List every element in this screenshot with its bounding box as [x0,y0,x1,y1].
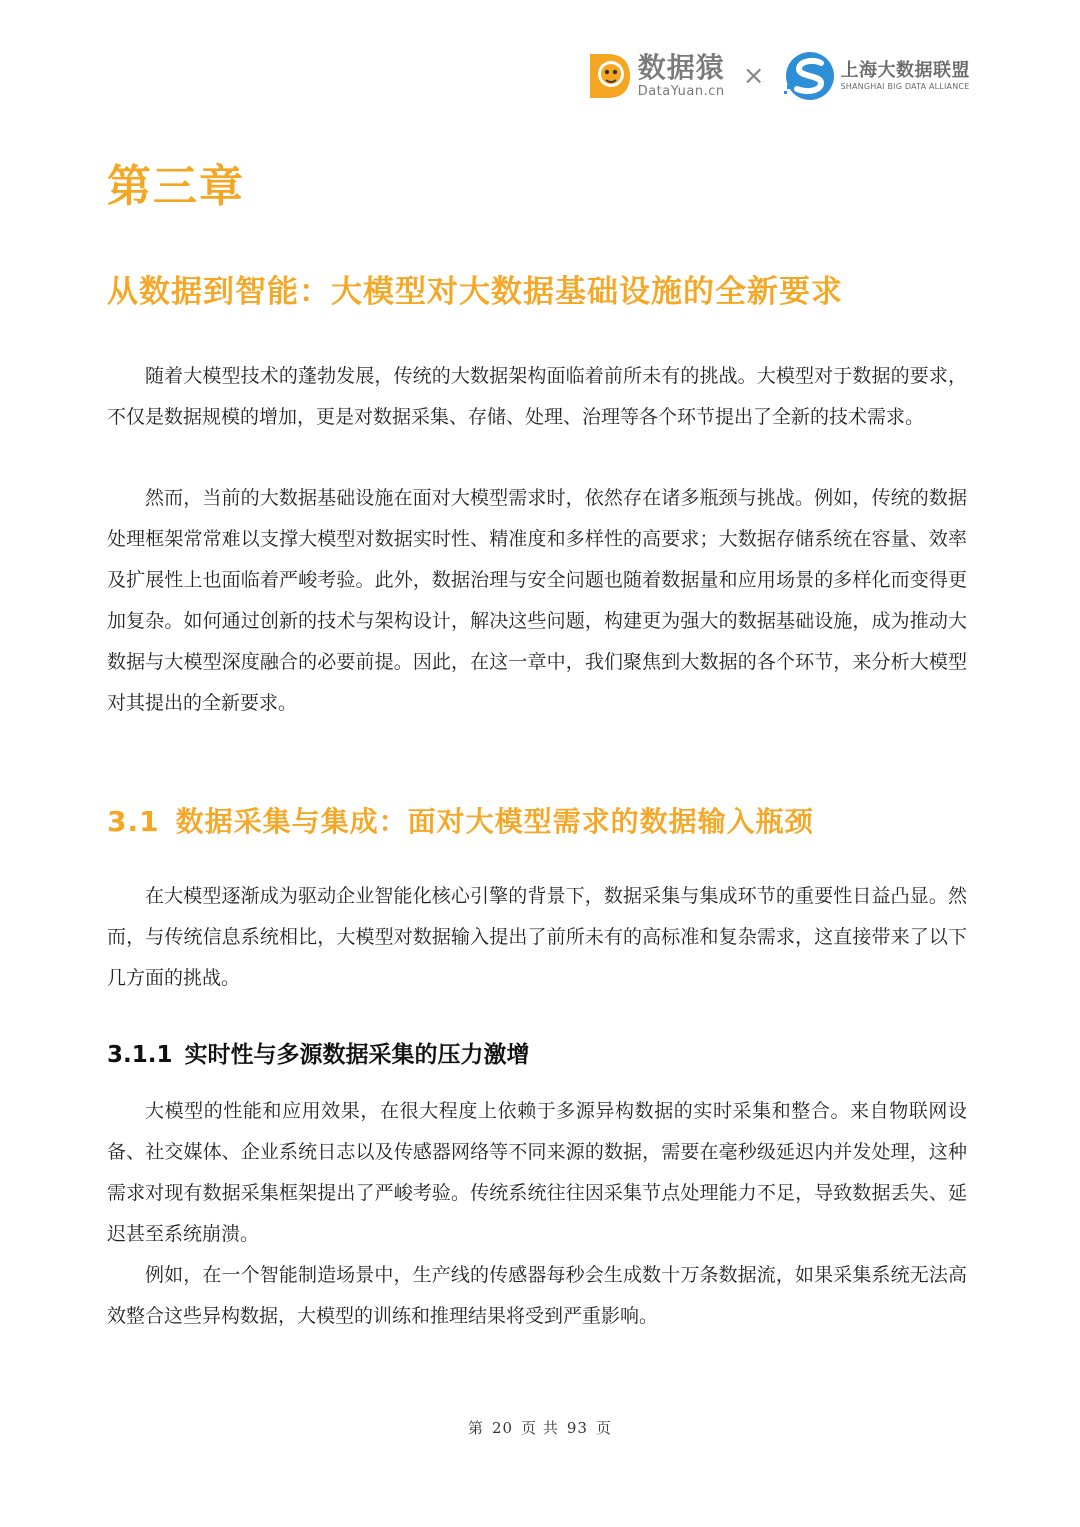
footer-suffix: 页 [595,1419,612,1437]
subsection-paragraph-1: 大模型的性能和应用效果，在很大程度上依赖于多源异构数据的实时采集和整合。来自物联网设备、社交媒体、企业系统日志以及传感器网络等不同来源的数据，需要在毫秒级延迟内并发处理，这种需求对现有数据采集框架提出了严峻考验。传统系统往往因采集节点处理能力不足，导致数据丢失、延迟甚至系统崩溃。 [107,1100,967,1245]
datayuan-name: 数据猿 [637,51,725,84]
footer-prefix: 第 [468,1419,485,1437]
alliance-name: 上海大数据联盟 [840,59,970,81]
total-pages: 93 [566,1419,588,1437]
subsection-number: 3.1.1 [107,1042,173,1068]
subsection-title: 实时性与多源数据采集的压力激增 [184,1042,530,1068]
logo-separator: × [742,61,765,91]
intro-paragraph-2: 然而，当前的大数据基础设施在面对大模型需求时，依然存在诸多瓶颈与挑战。例如，传统的数据处理框架常常难以支撑大模型对数据实时性、精准度和多样性的高要求；大数据存储系统在容量、效率及扩展性上也面临着严峻考验。此外，数据治理与安全问题也随着数据量和应用场景的多样化而变得更加复杂。如何通过创新的技术与架构设计，解决这些问题，构建更为强大的数据基础设施，成为推动大数据与大模型深度融合的必要前提。因此，在这一章中，我们聚焦到大数据的各个环节，来分析大模型对其提出的全新要求。 [107,487,967,714]
datayuan-monkey-icon [584,50,634,102]
datayuan-logo [584,50,725,102]
subsection-paragraph-2: 例如，在一个智能制造场景中，生产线的传感器每秒会生成数十万条数据流，如果采集系统无法高效整合这些异构数据，大模型的训练和推理结果将受到严重影响。 [107,1264,967,1327]
page-footer [0,1417,1080,1438]
chapter-label: 第三章 [107,161,245,212]
datayuan-domain: DataYuan.cn [637,84,725,99]
section-paragraph: 在大模型逐渐成为驱动企业智能化核心引擎的背景下，数据采集与集成环节的重要性日益凸显。然而，与传统信息系统相比，大模型对数据输入提出了前所未有的高标准和复杂需求，这直接带来了以下几方面的挑战。 [107,885,967,989]
section-title: 数据采集与集成：面对大模型需求的数据输入瓶颈 [175,805,814,838]
alliance-s-icon [783,49,837,103]
shanghai-alliance-logo [783,49,971,103]
alliance-name-en: SHANGHAI BIG DATA ALLIANCE [840,81,970,91]
section-number: 3.1 [107,805,160,838]
intro-paragraph-1: 随着大模型技术的蓬勃发展，传统的大数据架构面临着前所未有的挑战。大模型对于数据的要求，不仅是数据规模的增加，更是对数据采集、存储、处理、治理等各个环节提出了全新的技术需求。 [107,365,967,428]
subsection-heading [107,1036,530,1069]
chapter-title: 从数据到智能：大模型对大数据基础设施的全新要求 [107,274,843,310]
section-heading [107,800,814,840]
page-number: 20 [492,1419,514,1437]
footer-middle: 页 共 [521,1419,559,1437]
header-logos [584,46,970,106]
